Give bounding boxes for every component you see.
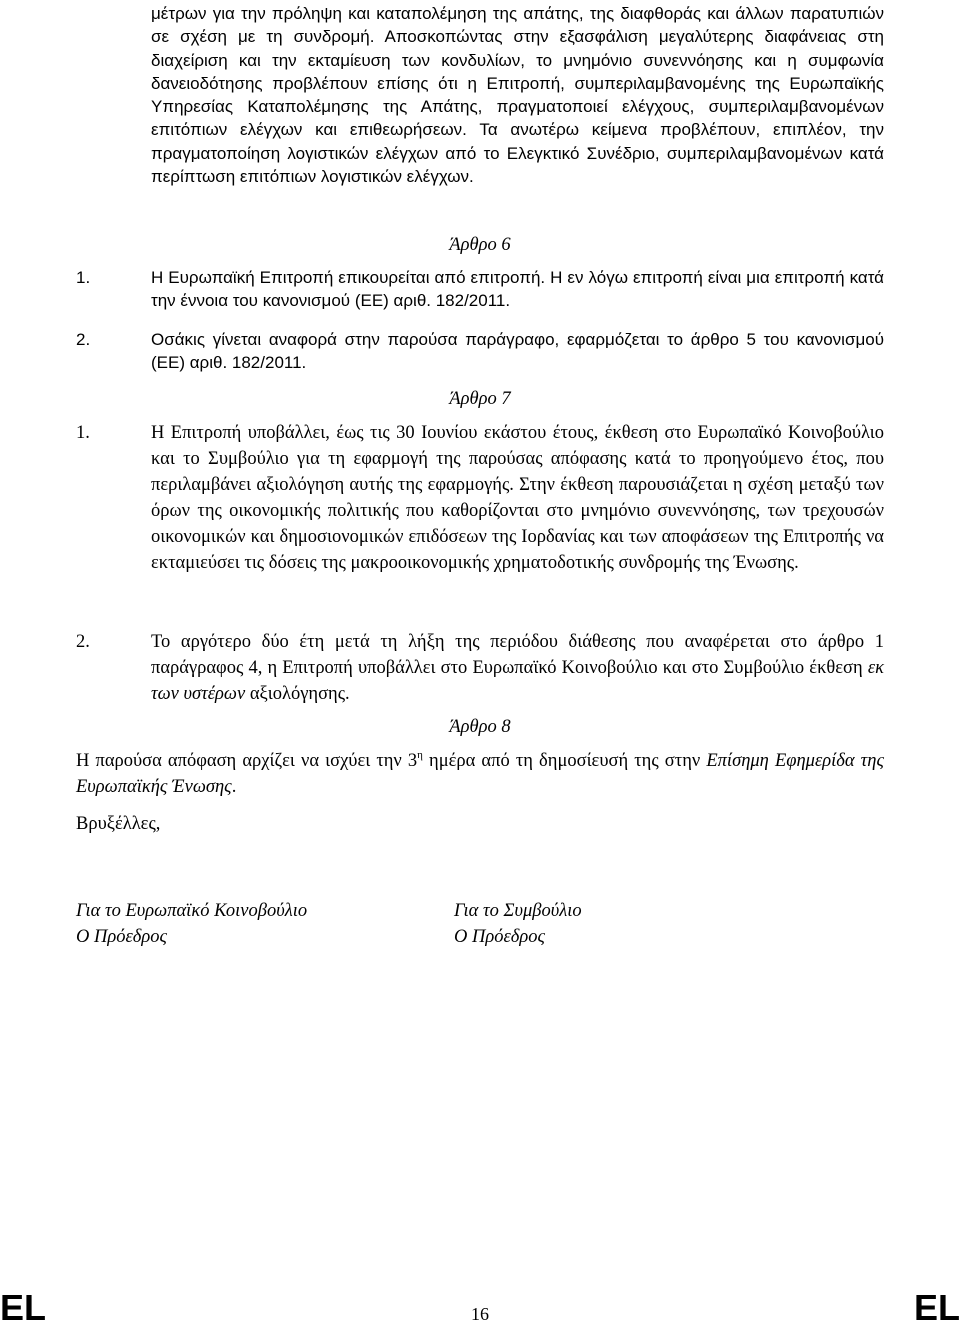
article6-item-1-number: 1.	[76, 268, 91, 287]
place-line: Βρυξέλλες,	[76, 814, 161, 834]
article6-item-2-number: 2.	[76, 330, 91, 349]
article7-item-2-text-end: αξιολόγησης.	[245, 684, 350, 704]
article7-item-2-number: 2.	[76, 632, 90, 652]
signature-right-institution: Για το Συμβούλιο	[454, 901, 582, 921]
article7-item-2-italic-phrase: εκ των υστέρων	[151, 658, 884, 704]
footer-language-right: EL	[913, 1287, 960, 1328]
article6-heading: Άρθρο 6	[449, 235, 511, 255]
article5-continuation-paragraph: μέτρων για την πρόληψη και καταπολέμηση της απάτης, της διαφθοράς και άλλων παρατυπιών σε σχέση με τη συνδρομή. Αποσκοπώντας στην εξασφάλιση μεγαλύτερης διαφάνειας στη διαχείριση και την εκταμίευση των κονδυλίων, το μνημόνιο συνεννόησης και η συμφωνία δανειοδότησης προβλέπουν επίσης ότι η Επιτροπή, συμπεριλαμβανομένης της Ευρωπαϊκής Υπηρεσίας Καταπολέμησης της Απάτης, πραγματοποιεί ελέγχους, συμπεριλαμβανομένων επιτόπιων ελέγχων και επιθεωρήσεων. Τα ανωτέρω κείμενα προβλέπουν, επιπλέον, την πραγματοποίηση λογιστικών ελέγχων από το Ελεγκτικό Συνέδριο, συμπεριλαμβανομένων κατά περίπτωση επιτόπιων λογιστικών ελέγχων.	[151, 4, 884, 187]
signature-left-institution: Για το Ευρωπαϊκό Κοινοβούλιο	[76, 901, 308, 921]
article7-item-1-text: Η Επιτροπή υποβάλλει, έως τις 30 Ιουνίου εκάστου έτους, έκθεση στο Ευρωπαϊκό Κοινοβούλιο και το Συμβούλιο για τη εφαρμογή της παρούσας απόφασης κατά το προηγούμενο έτος, που περιλαμβάνει αξιολόγηση αυτής της εφαρμογής. Στην έκθεση παρουσιάζεται η σχέση μεταξύ των όρων της οικονομικής πολιτικής που καθορίζονται στο μνημόνιο συνεννόησης, των τρεχουσών οικονομικών και δημοσιονομικών επιδόσεων της Ιορδανίας και των αποφάσεων της Επιτροπής να εκταμιεύσει τις δόσεις της μακροοικονομικής χρηματοδοτικής συνδρομής της Ένωσης.	[151, 423, 884, 573]
article8-heading: Άρθρο 8	[449, 717, 511, 737]
article7-item-2-text	[151, 629, 884, 707]
article6-item-1-text: Η Ευρωπαϊκή Επιτροπή επικουρείται από επιτροπή. Η εν λόγω επιτροπή είναι μια επιτροπή κατά την έννοια του κανονισμού (ΕΕ) αριθ. 182/2011.	[151, 268, 884, 311]
article7-item-1-number: 1.	[76, 423, 90, 443]
article8-journal-name: Επίσημη Εφημερίδα της Ευρωπαϊκής Ένωσης	[76, 751, 884, 797]
article7-item-2-text-start: Το αργότερο δύο έτη μετά τη λήξη της περιόδου διάθεσης που αναφέρεται στο άρθρο 1 παράγραφος 4, η Επιτροπή υποβάλλει στο Ευρωπαϊκό Κοινοβούλιο και στο Συμβούλιο έκθεση	[151, 632, 884, 678]
signature-right-title: Ο Πρόεδρος	[454, 927, 546, 947]
footer-language-left: EL	[0, 1287, 47, 1328]
article8-text-middle: ημέρα από τη δημοσίευσή της στην	[422, 751, 707, 771]
signature-left-title: Ο Πρόεδρος	[76, 927, 168, 947]
article7-heading: Άρθρο 7	[449, 389, 511, 409]
article6-item-2-text: Οσάκις γίνεται αναφορά στην παρούσα παράγραφο, εφαρμόζεται το άρθρο 5 του κανονισμού (ΕΕ) αριθ. 182/2011.	[151, 330, 884, 373]
signature-left	[76, 898, 307, 950]
article8-text	[76, 748, 884, 800]
article8-text-end: .	[231, 777, 237, 797]
page-number: 16	[471, 1304, 489, 1324]
article8-text-start: Η παρούσα απόφαση αρχίζει να ισχύει την 3	[76, 751, 418, 771]
article8-superscript: η	[417, 749, 423, 761]
signature-right	[454, 898, 582, 950]
